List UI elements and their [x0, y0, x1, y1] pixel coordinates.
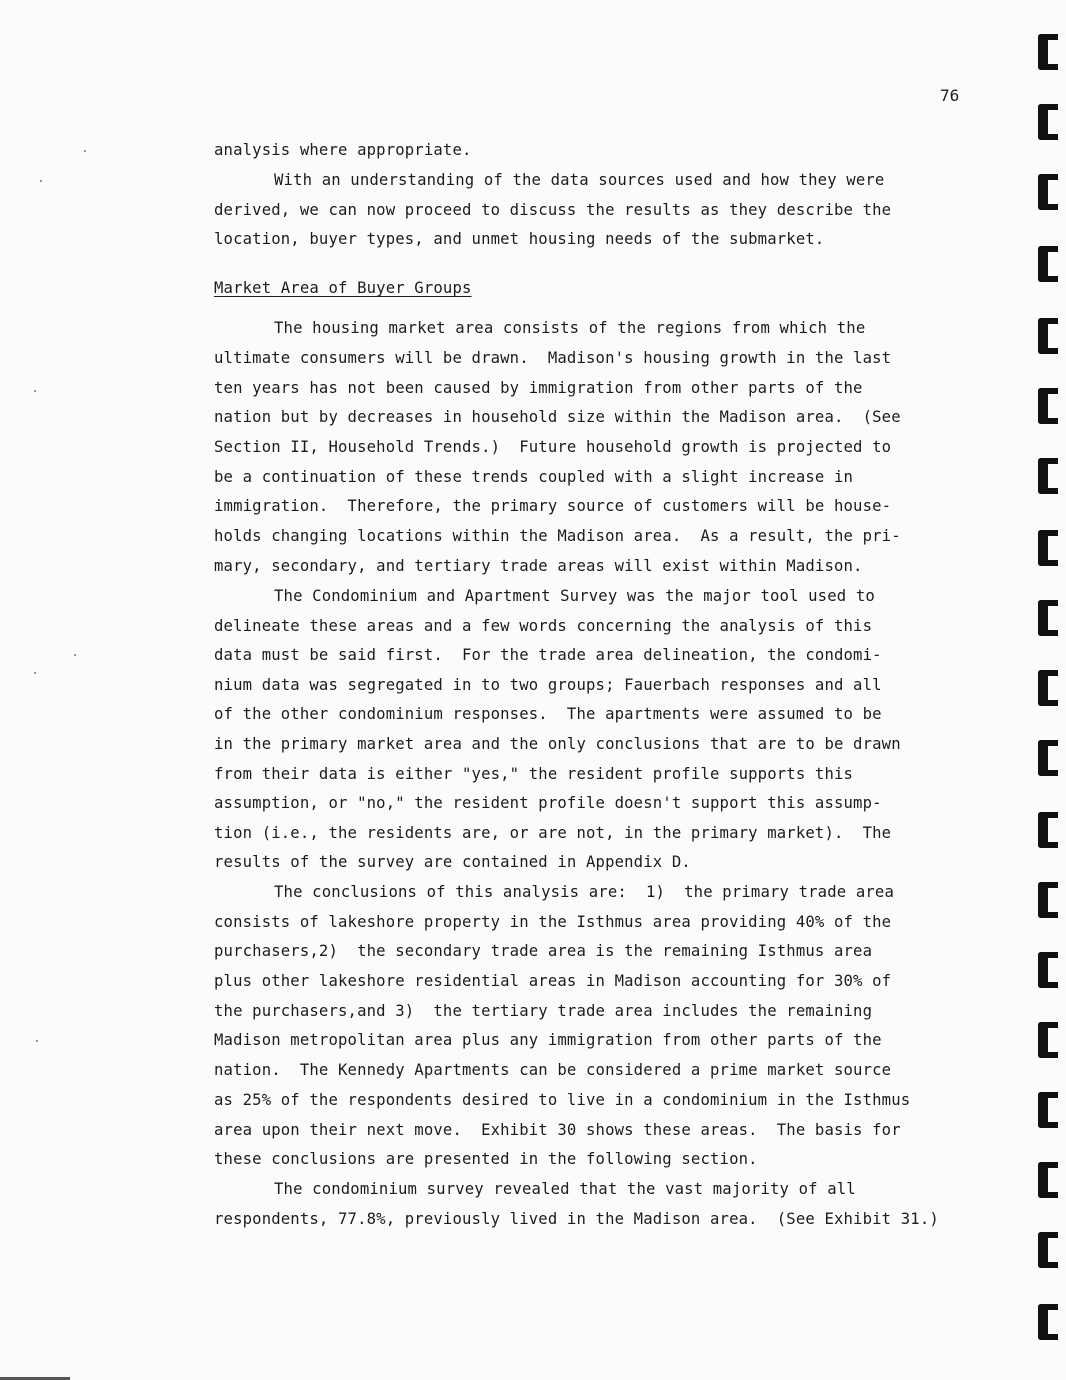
- binding-hole: [1038, 388, 1058, 424]
- binding-hole: [1038, 530, 1058, 566]
- text-line: ultimate consumers will be drawn. Madison's housing growth in the last: [214, 349, 892, 367]
- binding-hole: [1038, 1092, 1058, 1128]
- scan-speck: [34, 390, 36, 392]
- binding-hole: [1038, 1232, 1058, 1268]
- scan-speck: [84, 150, 86, 152]
- scan-speck: [34, 672, 36, 674]
- text-line: holds changing locations within the Madison area. As a result, the pri-: [214, 527, 901, 545]
- text-line: respondents, 77.8%, previously lived in the Madison area. (See Exhibit 31.): [214, 1210, 939, 1228]
- text-line: in the primary market area and the only conclusions that are to be drawn: [214, 735, 901, 753]
- text-line: results of the survey are contained in Appendix D.: [214, 853, 691, 871]
- binding-hole: [1038, 740, 1058, 776]
- text-line: nium data was segregated in to two groups; Fauerbach responses and all: [214, 676, 882, 694]
- text-line: from their data is either "yes," the resident profile supports this: [214, 765, 854, 783]
- text-line: mary, secondary, and tertiary trade areas will exist within Madison.: [214, 557, 863, 575]
- text-line: assumption, or "no," the resident profile doesn't support this assump-: [214, 794, 882, 812]
- binding-hole: [1038, 246, 1058, 282]
- text-line: delineate these areas and a few words concerning the analysis of this: [214, 617, 873, 635]
- binding-hole: [1038, 1304, 1058, 1340]
- section-heading: Market Area of Buyer Groups: [214, 279, 472, 297]
- scan-speck: [74, 654, 76, 656]
- text-line: the purchasers,and 3) the tertiary trade area includes the remaining: [214, 1002, 873, 1020]
- paragraph-start-line: The condominium survey revealed that the vast majority of all: [274, 1180, 856, 1198]
- text-line: data must be said first. For the trade area delineation, the condomi-: [214, 646, 882, 664]
- binding-hole: [1038, 952, 1058, 988]
- scan-speck: [40, 180, 42, 182]
- text-line: nation but by decreases in household size within the Madison area. (See: [214, 408, 901, 426]
- paragraph-start-line: The conclusions of this analysis are: 1) the primary trade area: [274, 883, 894, 901]
- text-line: consists of lakeshore property in the Isthmus area providing 40% of the: [214, 913, 892, 931]
- binding-holes: [1026, 0, 1066, 1380]
- binding-hole: [1038, 1162, 1058, 1198]
- binding-hole: [1038, 104, 1058, 140]
- binding-hole: [1038, 318, 1058, 354]
- text-line: derived, we can now proceed to discuss the results as they describe the: [214, 201, 892, 219]
- binding-hole: [1038, 670, 1058, 706]
- binding-hole: [1038, 882, 1058, 918]
- text-line: analysis where appropriate.: [214, 141, 472, 159]
- text-line: as 25% of the respondents desired to live in a condominium in the Isthmus: [214, 1091, 911, 1109]
- text-line: be a continuation of these trends coupled with a slight increase in: [214, 468, 854, 486]
- text-line: of the other condominium responses. The apartments were assumed to be: [214, 705, 882, 723]
- binding-hole: [1038, 600, 1058, 636]
- scan-speck: [36, 1040, 38, 1042]
- paragraph-start-line: With an understanding of the data sources used and how they were: [274, 171, 885, 189]
- binding-hole: [1038, 1022, 1058, 1058]
- binding-hole: [1038, 812, 1058, 848]
- text-line: these conclusions are presented in the following section.: [214, 1150, 758, 1168]
- text-line: location, buyer types, and unmet housing needs of the submarket.: [214, 230, 825, 248]
- text-line: tion (i.e., the residents are, or are not, in the primary market). The: [214, 824, 892, 842]
- text-line: plus other lakeshore residential areas in Madison accounting for 30% of: [214, 972, 892, 990]
- text-line: area upon their next move. Exhibit 30 shows these areas. The basis for: [214, 1121, 901, 1139]
- text-line: immigration. Therefore, the primary source of customers will be house-: [214, 497, 892, 515]
- binding-hole: [1038, 458, 1058, 494]
- paragraph-start-line: The housing market area consists of the regions from which the: [274, 319, 866, 337]
- page-number: 76: [940, 86, 960, 105]
- binding-hole: [1038, 34, 1058, 70]
- text-line: Madison metropolitan area plus any immigration from other parts of the: [214, 1031, 882, 1049]
- text-line: purchasers,2) the secondary trade area is the remaining Isthmus area: [214, 942, 873, 960]
- text-line: nation. The Kennedy Apartments can be considered a prime market source: [214, 1061, 892, 1079]
- text-line: Section II, Household Trends.) Future household growth is projected to: [214, 438, 892, 456]
- binding-hole: [1038, 174, 1058, 210]
- paragraph-start-line: The Condominium and Apartment Survey was the major tool used to: [274, 587, 875, 605]
- text-line: ten years has not been caused by immigration from other parts of the: [214, 379, 863, 397]
